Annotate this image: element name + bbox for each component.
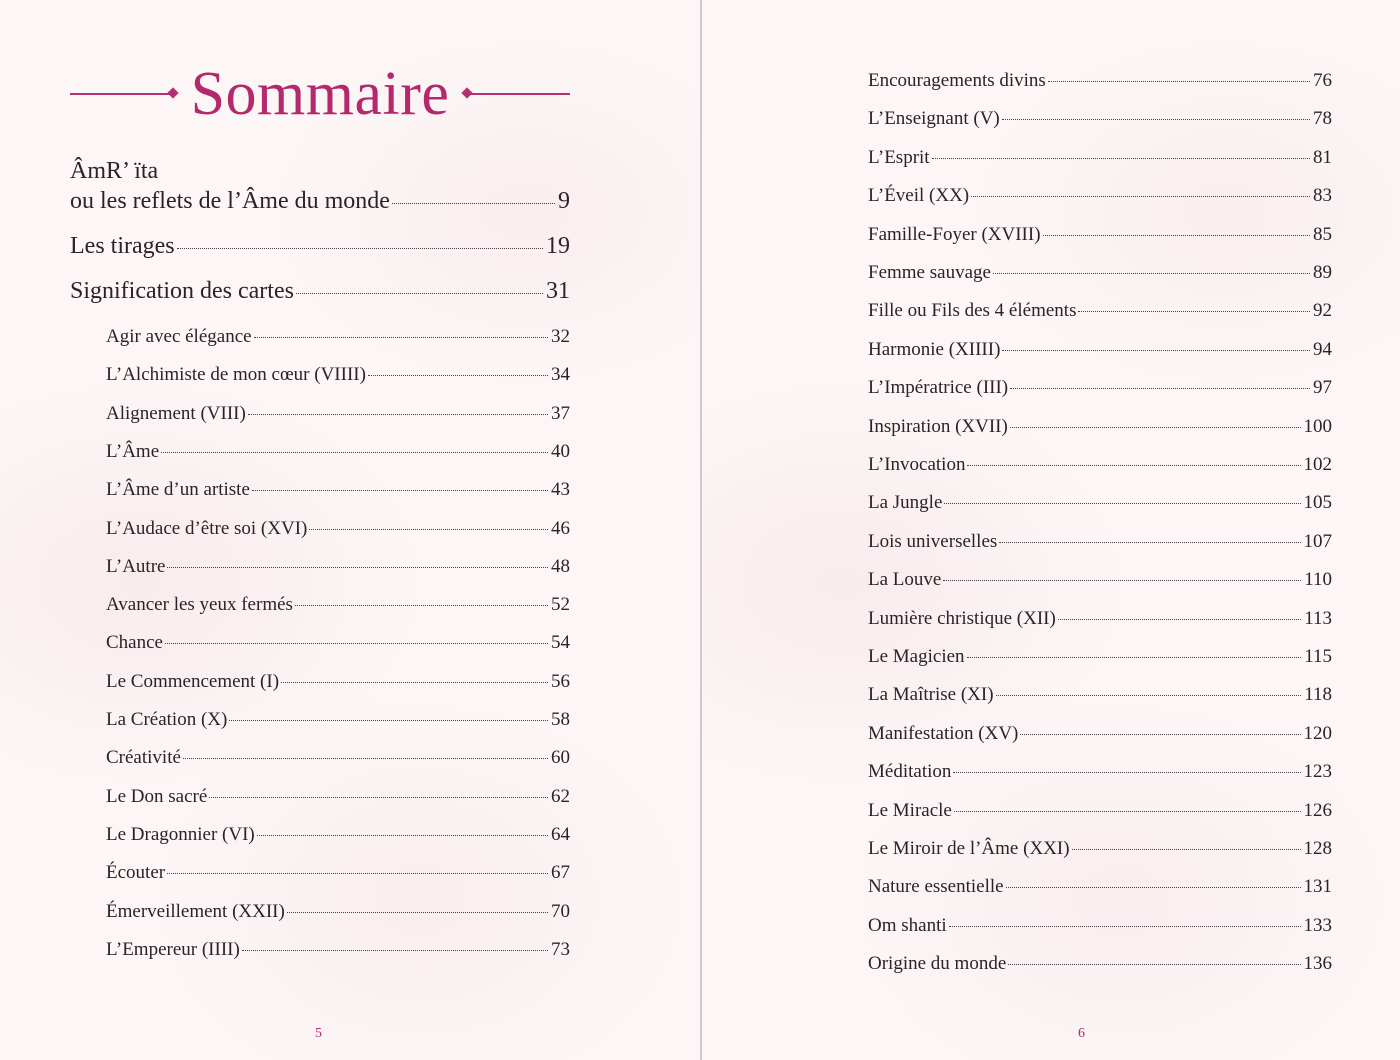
title-row (70, 58, 570, 130)
dot-leader (1010, 388, 1310, 389)
toc-entry[interactable] (106, 326, 570, 348)
toc-entry-page: 110 (1304, 569, 1332, 591)
toc-entry[interactable] (106, 901, 570, 923)
toc-entry-intro[interactable] (70, 188, 570, 215)
page-title: Sommaire (190, 60, 450, 128)
toc-entry-page: 97 (1313, 377, 1332, 399)
dot-leader (967, 465, 1300, 466)
toc-entry-page: 136 (1303, 953, 1332, 975)
toc-entry[interactable] (868, 300, 1332, 322)
toc-entry-page: 89 (1313, 262, 1332, 283)
toc-entry[interactable] (106, 518, 570, 540)
toc-entry-page: 78 (1313, 108, 1332, 130)
toc-entry-major[interactable] (70, 233, 570, 260)
dot-leader (1002, 119, 1310, 120)
dot-leader (177, 248, 543, 249)
toc-entry-label: Harmonie (XIIII) (868, 338, 1001, 360)
toc-entry-page: 9 (558, 188, 570, 214)
toc-entry[interactable] (106, 824, 570, 846)
dot-leader (392, 203, 555, 204)
toc-entry-label: Le Commencement (I) (106, 670, 280, 692)
dot-leader (167, 873, 548, 874)
toc-entry[interactable] (868, 454, 1332, 476)
toc-entry-label: La Louve (868, 569, 942, 591)
toc-entry-major[interactable] (70, 278, 570, 305)
dot-leader (242, 950, 548, 951)
toc-entry-label: Agir avec élégance (106, 326, 252, 347)
toc-entry[interactable] (106, 556, 570, 578)
toc-entry-label: Le Don sacré (106, 785, 208, 807)
dot-leader (209, 797, 548, 798)
dot-leader (996, 695, 1302, 696)
toc-entry-label: Alignement (VIII) (106, 402, 246, 424)
toc-entry[interactable] (106, 786, 570, 808)
toc-entry[interactable] (868, 838, 1332, 860)
dot-leader (967, 657, 1302, 658)
toc-entry-page: 64 (551, 823, 570, 845)
toc-entry-label: Origine du monde (868, 953, 1007, 975)
toc-entry-page: 128 (1303, 838, 1332, 859)
toc-entry-page: 70 (551, 900, 570, 922)
toc-entry-page: 113 (1304, 607, 1332, 629)
toc-entry-label: Femme sauvage (868, 262, 991, 283)
toc-entry[interactable] (868, 723, 1332, 745)
toc-entry[interactable] (868, 492, 1332, 514)
dot-leader (944, 503, 1300, 504)
dot-leader (167, 567, 548, 568)
toc-entry-label: Encouragements divins (868, 70, 1046, 91)
dot-leader (993, 273, 1310, 274)
toc-entry-label: La Maîtrise (XI) (868, 684, 994, 706)
toc-entry-page: 100 (1303, 415, 1332, 437)
toc-entry-page: 118 (1304, 684, 1332, 706)
toc-entry[interactable] (868, 339, 1332, 361)
toc-entry[interactable] (106, 403, 570, 425)
toc-entry-page: 60 (551, 747, 570, 769)
toc-entry-page: 76 (1313, 70, 1332, 91)
toc-entry-page: 48 (551, 555, 570, 577)
toc-entry-page: 43 (551, 479, 570, 501)
dot-leader (1002, 350, 1310, 351)
toc-entry-page: 83 (1313, 185, 1332, 207)
toc-entry[interactable] (868, 915, 1332, 937)
toc-entry-label: L’Autre (106, 555, 166, 577)
toc-entry[interactable] (868, 147, 1332, 169)
toc-entry-label: Lois universelles (868, 530, 998, 552)
toc-entry-label: Avancer les yeux fermés (106, 594, 293, 616)
toc-entry-label: L’Invocation (868, 454, 966, 475)
toc-entry-label: Famille-Foyer (XVIII) (868, 223, 1041, 245)
toc-entry-label: Signification des cartes (70, 278, 294, 304)
toc-entry-label: Lumière christique (XII) (868, 607, 1056, 629)
dot-leader (1008, 964, 1300, 965)
dot-leader (229, 720, 548, 721)
dot-leader (1072, 849, 1301, 850)
dot-leader (252, 490, 548, 491)
toc-entry-page: 131 (1303, 876, 1332, 898)
toc-entry[interactable] (868, 800, 1332, 822)
toc-entry-label: Créativité (106, 747, 181, 769)
dot-leader (1078, 311, 1310, 312)
toc-entry-page: 34 (551, 364, 570, 386)
toc-entry-page: 107 (1303, 530, 1332, 552)
title-ornament-left (70, 93, 175, 95)
toc-entry-label: La Création (X) (106, 709, 228, 730)
dot-leader (1058, 619, 1301, 620)
folio-right: 6 (1078, 1026, 1085, 1041)
toc-entry-page: 54 (551, 632, 570, 654)
toc-entry-label: Le Magicien (868, 646, 965, 667)
toc-entry-page: 52 (551, 594, 570, 616)
toc-entry[interactable] (868, 108, 1332, 130)
toc-entry-label: L’Audace d’être soi (XVI) (106, 517, 308, 539)
toc-entry-label: Manifestation (XV) (868, 722, 1019, 744)
toc-entry-label: Le Miroir de l’Âme (XXI) (868, 838, 1070, 859)
toc-entry[interactable] (106, 441, 570, 463)
toc-entry-label: L’Esprit (868, 146, 930, 168)
toc-entry-page: 73 (551, 938, 570, 960)
dot-leader (943, 580, 1301, 581)
dot-leader (368, 375, 548, 376)
dot-leader (309, 529, 548, 530)
toc-entry-label: L’Impératrice (III) (868, 377, 1009, 399)
toc-entry-label: Inspiration (XVII) (868, 415, 1008, 437)
toc-entry[interactable] (106, 364, 570, 386)
toc-entry[interactable] (106, 594, 570, 616)
toc-entry[interactable] (868, 646, 1332, 668)
toc-entry[interactable] (868, 185, 1332, 207)
toc-entry[interactable] (868, 761, 1332, 783)
dot-leader (953, 772, 1300, 773)
toc-entry-label: Chance (106, 632, 163, 654)
toc-entry-page: 62 (551, 785, 570, 807)
dot-leader (281, 682, 548, 683)
toc-entry-page: 92 (1313, 300, 1332, 322)
dot-leader (295, 605, 548, 606)
toc-entry-label: Om shanti (868, 914, 947, 936)
toc-entry[interactable] (106, 632, 570, 654)
toc-entry-label: Les tirages (70, 233, 175, 259)
toc-entry-page: 105 (1303, 492, 1332, 514)
toc-entry[interactable] (868, 377, 1332, 399)
toc-entry-label: Nature essentielle (868, 876, 1004, 898)
toc-entry-label: L’Âme (106, 440, 160, 462)
toc-entry-label: L’Éveil (XX) (868, 185, 970, 207)
toc-entry[interactable] (868, 684, 1332, 706)
toc-entry-page: 133 (1303, 914, 1332, 936)
toc-entry[interactable] (868, 608, 1332, 630)
toc-intro-line1: ÂmR’ ïta (70, 158, 159, 184)
toc-entry-page: 85 (1313, 223, 1332, 245)
toc-entry[interactable] (106, 671, 570, 693)
dot-leader (254, 337, 548, 338)
dot-leader (971, 196, 1310, 197)
toc-entry-label: ou les reflets de l’Âme du monde (70, 188, 390, 214)
title-ornament-right (465, 93, 570, 95)
dot-leader (296, 293, 543, 294)
toc-entry-label: Méditation (868, 761, 952, 783)
toc-entry-page: 58 (551, 709, 570, 730)
toc-entry[interactable] (106, 747, 570, 769)
dot-leader (954, 811, 1301, 812)
toc-entry-page: 37 (551, 402, 570, 424)
toc-entry-page: 40 (551, 440, 570, 462)
toc-entry[interactable] (868, 876, 1332, 898)
toc-entry-label: Émerveillement (XXII) (106, 900, 285, 922)
toc-entry[interactable] (868, 224, 1332, 246)
toc-entry[interactable] (868, 262, 1332, 284)
toc-entry-page: 126 (1303, 799, 1332, 821)
toc-entry-page: 19 (546, 233, 570, 259)
toc-entry-label: Écouter (106, 862, 166, 884)
toc-entry[interactable] (106, 709, 570, 731)
toc-entry-label: L’Alchimiste de mon cœur (VIIII) (106, 364, 366, 386)
toc-entry-page: 67 (551, 862, 570, 884)
toc-entry-label: Le Miracle (868, 799, 952, 821)
dot-leader (183, 758, 548, 759)
toc-entry[interactable] (106, 862, 570, 884)
toc-entry-page: 102 (1303, 454, 1332, 475)
toc-entry[interactable] (868, 531, 1332, 553)
toc-entry-label: Le Dragonnier (VI) (106, 823, 255, 845)
toc-entry-page: 31 (546, 278, 570, 304)
toc-entry-page: 46 (551, 517, 570, 539)
toc-entry-page: 56 (551, 670, 570, 692)
dot-leader (1020, 734, 1300, 735)
toc-entry-label: L’Âme d’un artiste (106, 479, 250, 501)
dot-leader (161, 452, 548, 453)
toc-entry-page: 81 (1313, 146, 1332, 168)
toc-entry-page: 94 (1313, 338, 1332, 360)
toc-entry[interactable] (868, 70, 1332, 92)
dot-leader (1010, 427, 1301, 428)
toc-entry-label: La Jungle (868, 492, 943, 514)
toc-entry-page: 115 (1304, 646, 1332, 667)
dot-leader (248, 414, 548, 415)
folio-left: 5 (315, 1026, 322, 1041)
dot-leader (949, 926, 1301, 927)
dot-leader (165, 643, 548, 644)
toc-entry-label: Fille ou Fils des 4 éléments (868, 300, 1077, 322)
toc-entry-label: L’Empereur (IIII) (106, 938, 240, 960)
toc-entry-label: L’Enseignant (V) (868, 108, 1000, 130)
toc-entry[interactable] (868, 416, 1332, 438)
dot-leader (287, 912, 548, 913)
dot-leader (932, 158, 1310, 159)
toc-entry-page: 120 (1303, 722, 1332, 744)
toc-entry[interactable] (106, 479, 570, 501)
dot-leader (257, 835, 548, 836)
toc-entry-page: 123 (1303, 761, 1332, 783)
dot-leader (999, 542, 1300, 543)
toc-entry[interactable] (106, 939, 570, 961)
toc-entry[interactable] (868, 953, 1332, 975)
dot-leader (1006, 887, 1301, 888)
toc-entry-page: 32 (551, 326, 570, 347)
dot-leader (1043, 235, 1310, 236)
dot-leader (1048, 81, 1310, 82)
toc-entry[interactable] (868, 569, 1332, 591)
